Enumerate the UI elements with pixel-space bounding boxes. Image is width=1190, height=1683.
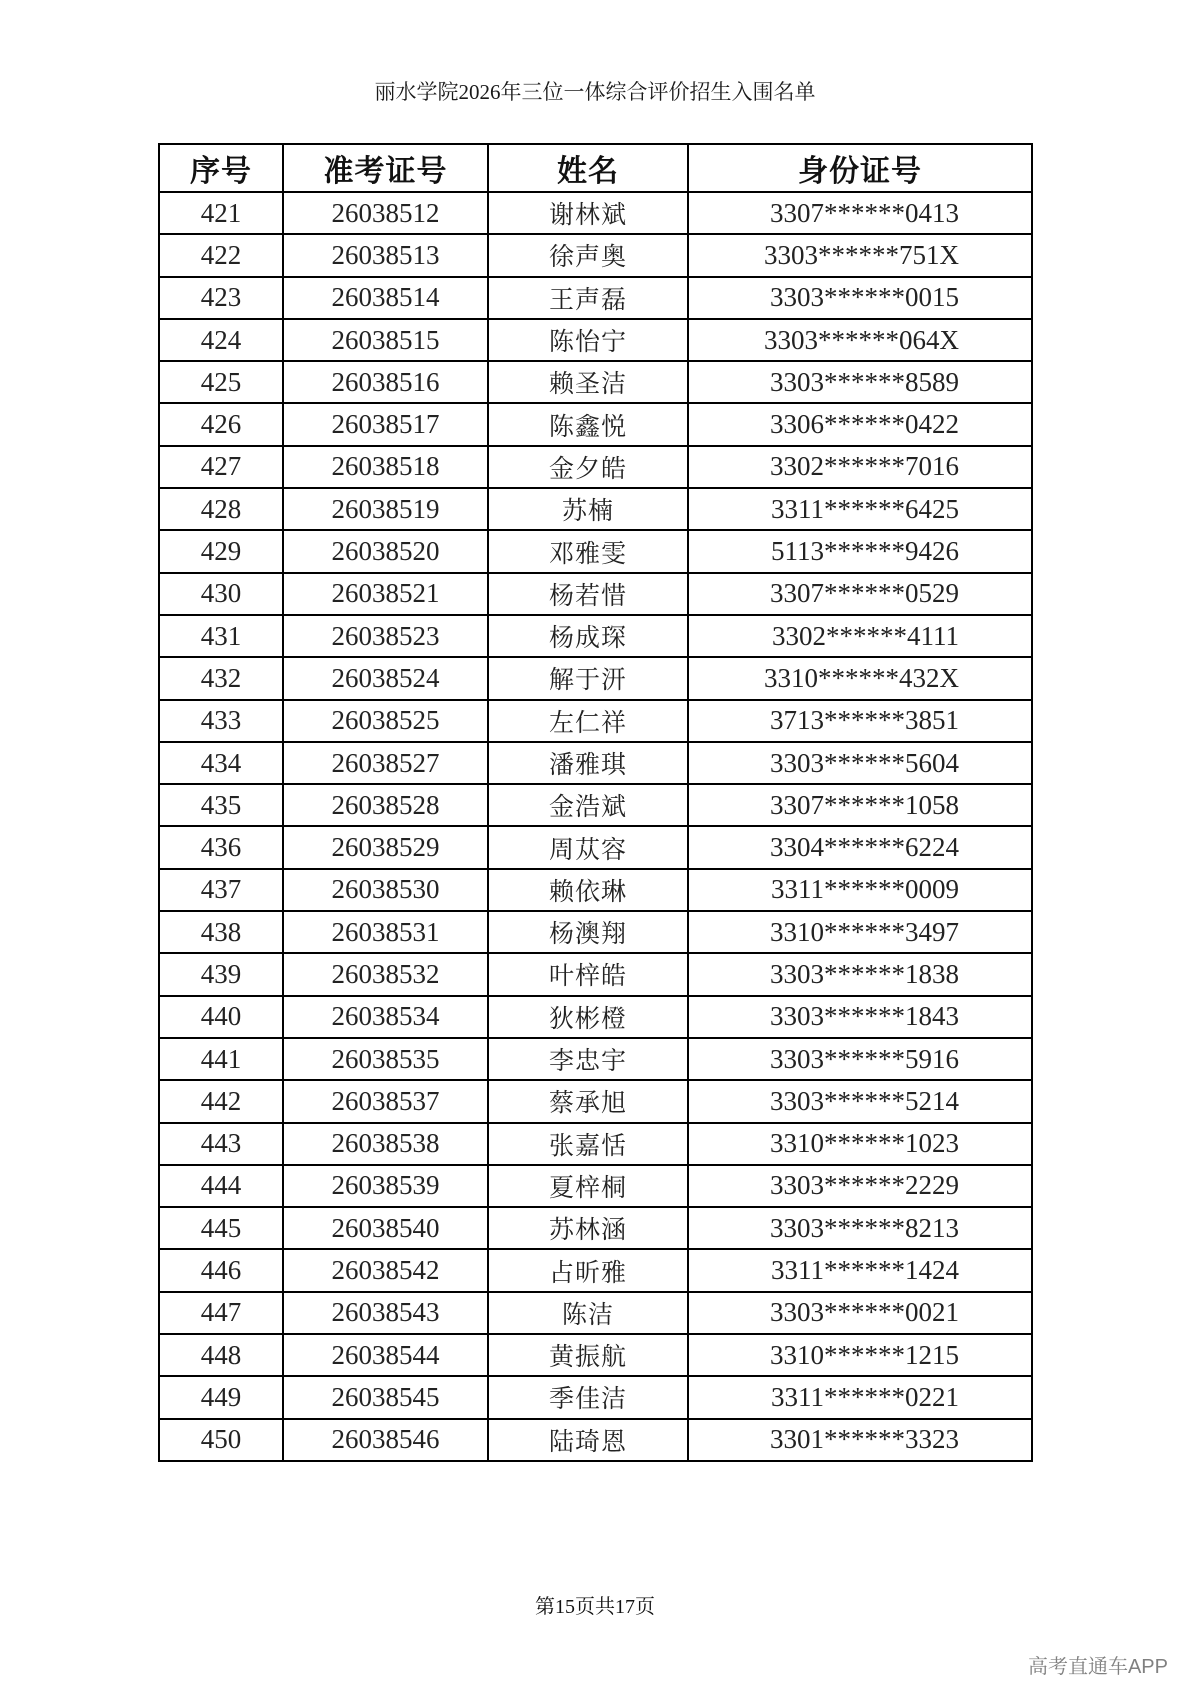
cell-id-card: 3713******3851: [688, 700, 1032, 742]
cell-id-card: 3311******0221: [688, 1376, 1032, 1418]
cell-id-card: 3310******1215: [688, 1334, 1032, 1376]
table-row: [159, 996, 1032, 1038]
cell-exam-id: 26038546: [283, 1419, 488, 1461]
cell-name: 黄振航: [488, 1334, 688, 1376]
cell-exam-id: 26038537: [283, 1080, 488, 1122]
cell-serial-number: 449: [159, 1376, 283, 1418]
cell-name: 占昕雅: [488, 1249, 688, 1291]
table-row: [159, 953, 1032, 995]
cell-exam-id: 26038545: [283, 1376, 488, 1418]
cell-serial-number: 431: [159, 615, 283, 657]
cell-exam-id: 26038527: [283, 742, 488, 784]
cell-name: 杨成琛: [488, 615, 688, 657]
cell-serial-number: 432: [159, 657, 283, 699]
cell-serial-number: 435: [159, 784, 283, 826]
cell-name: 邓雅雯: [488, 530, 688, 572]
table-body: [159, 192, 1032, 1461]
cell-id-card: 3303******0021: [688, 1292, 1032, 1334]
cell-name: 金浩斌: [488, 784, 688, 826]
cell-name: 张嘉恬: [488, 1123, 688, 1165]
cell-id-card: 3303******064X: [688, 319, 1032, 361]
table-row: [159, 446, 1032, 488]
cell-serial-number: 427: [159, 446, 283, 488]
cell-name: 夏梓桐: [488, 1165, 688, 1207]
cell-name: 徐声奥: [488, 234, 688, 276]
cell-name: 左仁祥: [488, 700, 688, 742]
table-row: [159, 488, 1032, 530]
cell-exam-id: 26038528: [283, 784, 488, 826]
cell-name: 叶梓皓: [488, 953, 688, 995]
page-number: 第15页共17页: [535, 1596, 655, 1618]
cell-exam-id: 26038518: [283, 446, 488, 488]
cell-name: 杨澳翔: [488, 911, 688, 953]
table-row: [159, 700, 1032, 742]
cell-name: 潘雅琪: [488, 742, 688, 784]
cell-serial-number: 429: [159, 530, 283, 572]
cell-exam-id: 26038517: [283, 403, 488, 445]
cell-exam-id: 26038524: [283, 657, 488, 699]
cell-id-card: 3303******5214: [688, 1080, 1032, 1122]
cell-serial-number: 439: [159, 953, 283, 995]
header-id-card: 身份证号: [688, 144, 1032, 192]
cell-id-card: 3302******7016: [688, 446, 1032, 488]
cell-id-card: 3307******1058: [688, 784, 1032, 826]
cell-exam-id: 26038519: [283, 488, 488, 530]
cell-id-card: 3303******751X: [688, 234, 1032, 276]
cell-id-card: 3303******0015: [688, 277, 1032, 319]
cell-exam-id: 26038520: [283, 530, 488, 572]
table-row: [159, 869, 1032, 911]
cell-exam-id: 26038512: [283, 192, 488, 234]
cell-exam-id: 26038540: [283, 1207, 488, 1249]
cell-name: 苏林涵: [488, 1207, 688, 1249]
cell-id-card: 3303******8589: [688, 361, 1032, 403]
cell-exam-id: 26038529: [283, 826, 488, 868]
cell-serial-number: 443: [159, 1123, 283, 1165]
table-row: [159, 530, 1032, 572]
cell-id-card: 3310******1023: [688, 1123, 1032, 1165]
cell-serial-number: 436: [159, 826, 283, 868]
header-name: 姓名: [488, 144, 688, 192]
cell-exam-id: 26038531: [283, 911, 488, 953]
cell-serial-number: 444: [159, 1165, 283, 1207]
cell-name: 金夕皓: [488, 446, 688, 488]
cell-exam-id: 26038521: [283, 573, 488, 615]
cell-serial-number: 447: [159, 1292, 283, 1334]
cell-name: 赖依琳: [488, 869, 688, 911]
table-row: [159, 1292, 1032, 1334]
cell-id-card: 3307******0413: [688, 192, 1032, 234]
header-exam-id: 准考证号: [283, 144, 488, 192]
cell-serial-number: 426: [159, 403, 283, 445]
cell-serial-number: 433: [159, 700, 283, 742]
cell-name: 赖圣洁: [488, 361, 688, 403]
cell-serial-number: 440: [159, 996, 283, 1038]
table-row: [159, 1165, 1032, 1207]
table-row: [159, 657, 1032, 699]
table-row: [159, 784, 1032, 826]
cell-id-card: 3306******0422: [688, 403, 1032, 445]
cell-id-card: 3302******4111: [688, 615, 1032, 657]
table-row: [159, 573, 1032, 615]
cell-name: 陈鑫悦: [488, 403, 688, 445]
header-serial-number: 序号: [159, 144, 283, 192]
table-row: [159, 234, 1032, 276]
cell-id-card: 3310******432X: [688, 657, 1032, 699]
cell-name: 李忠宇: [488, 1038, 688, 1080]
cell-id-card: 3303******1838: [688, 953, 1032, 995]
cell-serial-number: 442: [159, 1080, 283, 1122]
cell-exam-id: 26038514: [283, 277, 488, 319]
table-row: [159, 1123, 1032, 1165]
cell-id-card: 3303******8213: [688, 1207, 1032, 1249]
cell-name: 蔡承旭: [488, 1080, 688, 1122]
table-row: [159, 1080, 1032, 1122]
cell-serial-number: 438: [159, 911, 283, 953]
cell-name: 陈怡宁: [488, 319, 688, 361]
cell-serial-number: 421: [159, 192, 283, 234]
cell-exam-id: 26038513: [283, 234, 488, 276]
cell-id-card: 3301******3323: [688, 1419, 1032, 1461]
table-row: [159, 826, 1032, 868]
cell-id-card: 3310******3497: [688, 911, 1032, 953]
table-row: [159, 361, 1032, 403]
table-header-row: [159, 144, 1032, 192]
table-row: [159, 1207, 1032, 1249]
cell-serial-number: 445: [159, 1207, 283, 1249]
cell-name: 王声磊: [488, 277, 688, 319]
cell-name: 苏楠: [488, 488, 688, 530]
table-row: [159, 319, 1032, 361]
cell-id-card: 3304******6224: [688, 826, 1032, 868]
cell-serial-number: 441: [159, 1038, 283, 1080]
cell-serial-number: 437: [159, 869, 283, 911]
cell-serial-number: 428: [159, 488, 283, 530]
cell-exam-id: 26038525: [283, 700, 488, 742]
table-row: [159, 911, 1032, 953]
cell-id-card: 5113******9426: [688, 530, 1032, 572]
cell-id-card: 3303******5916: [688, 1038, 1032, 1080]
table-row: [159, 277, 1032, 319]
admission-list-table: [158, 143, 1033, 1462]
cell-id-card: 3311******0009: [688, 869, 1032, 911]
watermark: 高考直通车APP: [1027, 1656, 1168, 1678]
cell-exam-id: 26038523: [283, 615, 488, 657]
cell-id-card: 3303******1843: [688, 996, 1032, 1038]
cell-exam-id: 26038544: [283, 1334, 488, 1376]
table-row: [159, 1376, 1032, 1418]
cell-exam-id: 26038515: [283, 319, 488, 361]
table-row: [159, 1419, 1032, 1461]
cell-serial-number: 430: [159, 573, 283, 615]
cell-serial-number: 425: [159, 361, 283, 403]
cell-id-card: 3311******6425: [688, 488, 1032, 530]
cell-exam-id: 26038532: [283, 953, 488, 995]
cell-serial-number: 423: [159, 277, 283, 319]
cell-exam-id: 26038516: [283, 361, 488, 403]
cell-serial-number: 424: [159, 319, 283, 361]
cell-exam-id: 26038539: [283, 1165, 488, 1207]
document-title: 丽水学院2026年三位一体综合评价招生入围名单: [374, 80, 816, 104]
table-row: [159, 615, 1032, 657]
cell-name: 陈洁: [488, 1292, 688, 1334]
cell-name: 季佳洁: [488, 1376, 688, 1418]
cell-exam-id: 26038543: [283, 1292, 488, 1334]
cell-exam-id: 26038538: [283, 1123, 488, 1165]
cell-name: 谢林斌: [488, 192, 688, 234]
cell-id-card: 3303******2229: [688, 1165, 1032, 1207]
cell-name: 解于汧: [488, 657, 688, 699]
table-row: [159, 1038, 1032, 1080]
cell-id-card: 3303******5604: [688, 742, 1032, 784]
table-row: [159, 1334, 1032, 1376]
cell-serial-number: 448: [159, 1334, 283, 1376]
table-row: [159, 192, 1032, 234]
cell-exam-id: 26038542: [283, 1249, 488, 1291]
cell-name: 狄彬橙: [488, 996, 688, 1038]
cell-exam-id: 26038535: [283, 1038, 488, 1080]
cell-name: 杨若惜: [488, 573, 688, 615]
cell-serial-number: 422: [159, 234, 283, 276]
cell-serial-number: 446: [159, 1249, 283, 1291]
cell-exam-id: 26038534: [283, 996, 488, 1038]
cell-exam-id: 26038530: [283, 869, 488, 911]
cell-id-card: 3307******0529: [688, 573, 1032, 615]
cell-name: 周苁容: [488, 826, 688, 868]
table-row: [159, 742, 1032, 784]
table-row: [159, 1249, 1032, 1291]
cell-id-card: 3311******1424: [688, 1249, 1032, 1291]
cell-serial-number: 434: [159, 742, 283, 784]
cell-serial-number: 450: [159, 1419, 283, 1461]
table-row: [159, 403, 1032, 445]
cell-name: 陆琦恩: [488, 1419, 688, 1461]
